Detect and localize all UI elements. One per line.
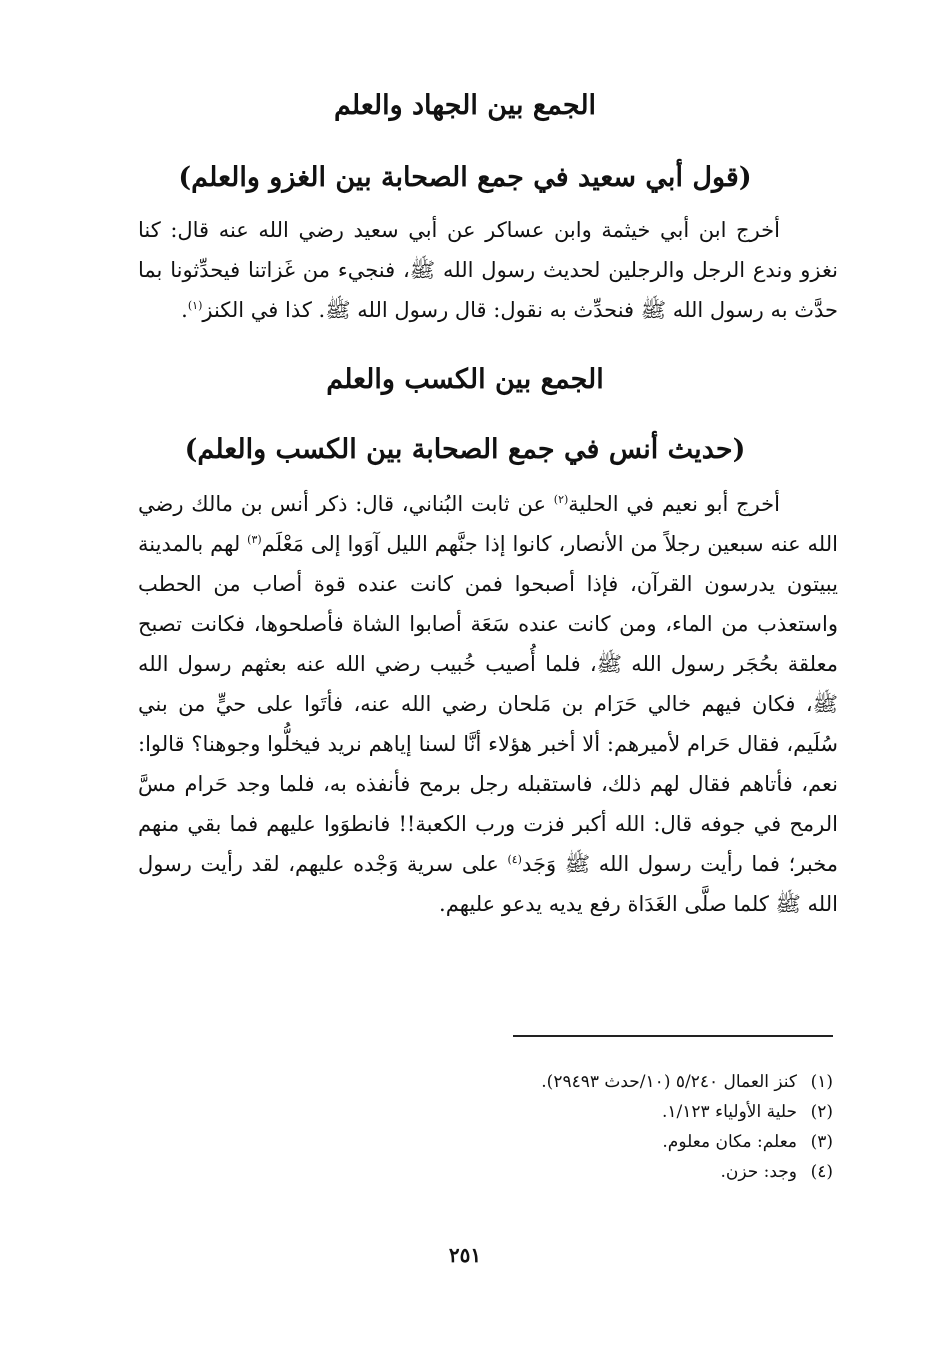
footnote-reference-3: (٣) (247, 533, 262, 546)
paragraph-end: . (181, 298, 188, 322)
footnote-reference-4: (٤) (507, 853, 522, 866)
footnote-item (373, 1127, 833, 1157)
footnote-number: (٤) (810, 1162, 833, 1182)
footnote-text: وجد: حزن. (720, 1162, 797, 1182)
footnote-text: كنز العمال ٥/٢٤٠ (١٠/حدث ٢٩٤٩٣). (541, 1072, 797, 1092)
footnote-number: (٢) (810, 1102, 833, 1122)
section-title-earning-and-knowledge: الجمع بين الكسب والعلم (326, 364, 604, 395)
footnote-reference-2: (٢) (553, 493, 569, 506)
footnote-number: (١) (810, 1072, 833, 1092)
footnote-text: حلية الأولياء ١/١٢٣. (662, 1102, 797, 1122)
paragraph-text-part-2: عن ثابت البُناني، قال: ذكر أنس بن مالك رضي الله عنه سبعين رجلاً من الأنصار، كانوا إذا جنَّهم الليل آوَوا إلى مَعْلَم (138, 492, 838, 556)
footnote-item (373, 1157, 833, 1187)
footnote-separator (513, 1035, 833, 1037)
footnote-item (373, 1067, 833, 1097)
paragraph-text-part-1: أخرج أبو نعيم في الحلية (568, 492, 780, 516)
section-subtitle-anas: (حديث أنس في جمع الصحابة بين الكسب والعلم) (184, 434, 746, 465)
section-subtitle-abu-said: (قول أبي سعيد في جمع الصحابة بين الغزو والعلم) (178, 162, 752, 193)
footnote-reference-1: (١) (187, 299, 203, 312)
paragraph-text-part-4: على سرية وَجْده عليهم، لقد رأيت رسول الله ﷺ كلما صلَّى الغَدَاة رفع يديه يدعو عليهم. (138, 852, 838, 916)
footnotes-list (373, 1067, 833, 1187)
paragraph-abu-said (138, 210, 838, 330)
footnote-text: معلم: مكان معلوم. (662, 1132, 797, 1152)
paragraph-text-part-3: لهم بالمدينة يبيتون يدرسون القرآن، فإذا أصبحوا فمن كانت عنده قوة أصاب من الحطب واستعذب من الماء، ومن كانت عنده سَعَة أصابوا الشاة فأصلحوها، فكانت تصبح معلقة بحُجَر رسول الله ﷺ، فلما أُصيب خُبيب رضي الله عنه بعثهم رسول الله ﷺ، فكان فيهم خالي حَرَام بن مَلحان رضي الله عنه، فأتَوا على حيٍّ من بني سُلَيم، فقال حَرام لأميرهم: ألا أخبر هؤلاء أنَّا لسنا إياهم نريد فيخلُّوا وجوهنا؟ قالوا: نعم، فأتاهم فقال لهم ذلك، فاستقبله رجل برمح فأنفذه به، فلما وجد حَرام مسَّ الرمح في جوفه قال: الله أكبر فزت ورب الكعبة!! فانطوَوا عليهم فما بقي منهم مخبر؛ فما رأيت رسول الله ﷺ وَجَد (138, 532, 838, 876)
footnote-number: (٣) (810, 1132, 833, 1152)
footnote-item (373, 1097, 833, 1127)
paragraph-anas (138, 484, 838, 924)
paragraph-text: أخرج ابن أبي خيثمة وابن عساكر عن أبي سعيد رضي الله عنه قال: كنا نغزو وندع الرجل والرجلين لحديث رسول الله ﷺ، فنجيء من غَزاتنا فيحدِّثونا بما حدَّث به رسول الله ﷺ فنحدِّث به نقول: قال رسول الله ﷺ. كذا في الكنز (138, 218, 838, 322)
section-title-jihad-and-knowledge: الجمع بين الجهاد والعلم (333, 90, 597, 121)
page-number: ٢٥١ (448, 1243, 482, 1267)
